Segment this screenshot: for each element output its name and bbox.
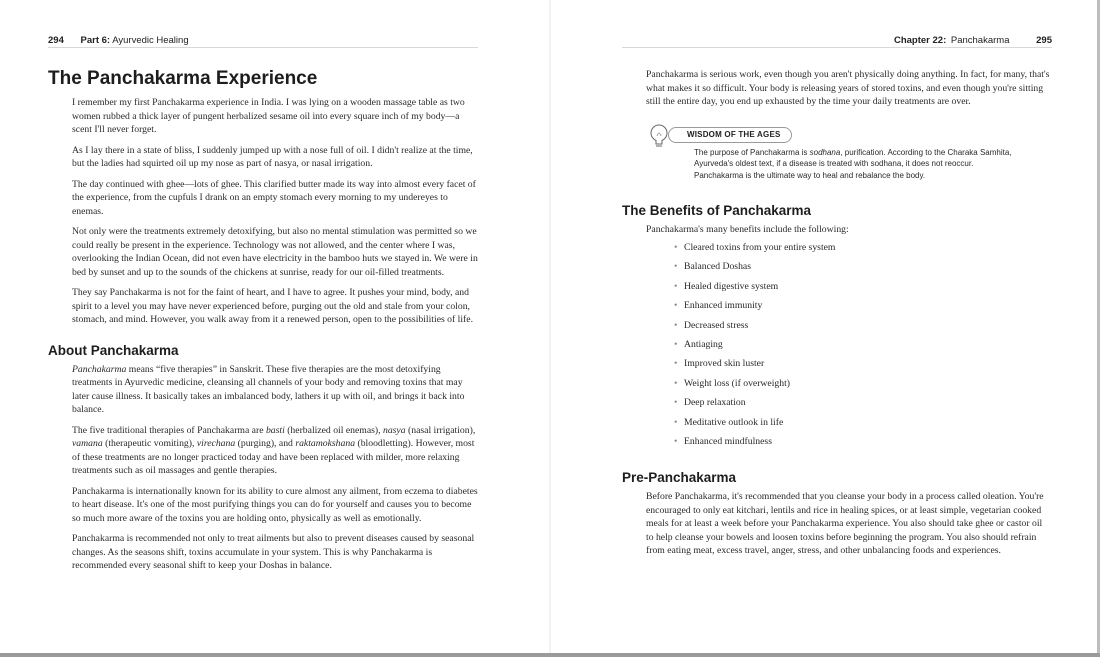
list-item: [674, 299, 1052, 313]
list-item: [674, 280, 1052, 294]
list-item-text: Enhanced mindfulness: [684, 435, 772, 447]
part-label: Part 6:: [80, 35, 111, 46]
bullet-dot-icon: •: [674, 435, 678, 447]
paragraph: Panchakarma is internationally known for its ability to cure almost any ailment, from eczema to diabetes to heart disease. It's one of the most purifying things you can do for yourself and causes you to become so much more aware of the toxins you are holding onto, physically as well as emotionally.: [72, 485, 478, 524]
list-item: [674, 260, 1052, 274]
bullet-dot-icon: •: [674, 338, 678, 350]
list-item-text: Antiaging: [684, 338, 723, 350]
part-title: Ayurvedic Healing: [112, 35, 189, 46]
wisdom-text: The purpose of Panchakarma is: [694, 147, 810, 157]
right-page: [550, 0, 1100, 657]
list-item-text: Healed digestive system: [684, 280, 779, 292]
paragraph-text: The five traditional therapies of Panchakarma are: [72, 424, 266, 436]
right-content: [622, 68, 1052, 565]
paragraph: Not only were the treatments extremely detoxifying, but also no mental stimulation was permitted so we could really be present in the experience. Technology was not allowed, and the center where I was, overlooking the Indian Ocean, did not even have electricity in the bamboo huts we stayed in. We were in bed by sunset and up to the sounds of the chickens at sunrise, ready for our oil-filled treatments.: [72, 226, 478, 278]
section-heading-about: About Panchakarma: [48, 342, 179, 358]
bullet-dot-icon: •: [674, 377, 678, 389]
wisdom-label: WISDOM OF THE AGES: [668, 127, 792, 143]
list-item-text: Improved skin luster: [684, 358, 765, 370]
paragraph: Panchakarma is serious work, even though you aren't physically doing anything. In fact, for many, that's what makes it so difficult. Your body is releasing years of stored toxins, and even though you're sitting still the entire day, you end up exhausted by the time your daily treatments are over.: [646, 69, 1050, 107]
wisdom-text: , purification. According to the Charaka Samhita, Ayurveda's oldest text, if a disease is treated with sodhana, it does not reoccur. Panchakarma is the ultimate way to heal and rebalance the body.: [694, 147, 1012, 180]
section-heading-benefits: The Benefits of Panchakarma: [622, 202, 812, 218]
paragraph: Before Panchakarma, it's recommended that you cleanse your body in a process called oleation. You're encouraged to only eat kitchari, lentils and rice in healing spices, or at least simple, vegetarian cooked meals for at least a week before your Panchakarma experience. You also should take ghee or castor oil to help cleanse your bowels and loosen toxins before beginning the program. You also should refrain from eating meat, excess travel, anger, stress, and other unbalancing foods and experiences.: [646, 491, 1044, 557]
bullet-dot-icon: •: [674, 416, 678, 428]
list-item: [674, 319, 1052, 333]
list-item-text: Decreased stress: [684, 319, 749, 331]
paragraph-text: (bloodletting). However, most of these treatments are no longer practiced today and have been replaced with milder, more relaxing treatments such as oil massages and gentle therapies.: [72, 438, 475, 476]
paragraph: The day continued with ghee—lots of ghee. This clarified butter made its way into almost every facet of the experience, from the cupfuls I drank on an empty stomach every morning to my undereyes to enemas.: [72, 178, 476, 217]
paragraph: They say Panchakarma is not for the faint of heart, and I have to agree. It pushes your mind, body, and spirit to a level you may have never experienced before, purging out the old and stale from your colon, stomach, and mind. However, you walk away from it a renewed person, open to the possibilities of life.: [72, 287, 474, 325]
paragraph: Panchakarma's many benefits include the following:: [646, 223, 849, 235]
bullet-dot-icon: •: [674, 319, 678, 331]
term-raktamokshana: raktamokshana: [295, 438, 356, 449]
list-item-text: Weight loss (if overweight): [684, 377, 791, 389]
term-panchakarma: Panchakarma: [72, 363, 127, 375]
list-item: [674, 396, 1052, 410]
term-sodhana: sodhana: [809, 147, 841, 157]
paragraph-text: (nasal irrigation),: [405, 424, 476, 436]
bullet-dot-icon: •: [674, 242, 678, 253]
left-content: [48, 68, 478, 580]
list-item-text: Cleared toxins from your entire system: [684, 242, 836, 253]
running-head-rule-left: [48, 47, 478, 48]
paragraph: I remember my first Panchakarma experience in India. I was lying on a wooden massage table as two women rubbed a thick layer of pungent herbalized sesame oil into every square inch of my body—a scent I'll never forget.: [72, 97, 465, 135]
paragraph-text: (purging), and: [235, 438, 296, 449]
paragraph: [72, 424, 478, 478]
page-edge-bottom: [0, 653, 1100, 657]
bullet-dot-icon: •: [674, 261, 678, 273]
bullet-dot-icon: •: [674, 358, 678, 370]
paragraph-text: (herbalized oil enemas),: [284, 424, 383, 436]
wisdom-sidebar: [646, 123, 1052, 183]
term-basti: basti: [265, 424, 285, 436]
bullet-dot-icon: •: [674, 397, 678, 409]
paragraph: Panchakarma is recommended not only to treat ailments but also to prevent diseases caused by seasonal changes. As the seasons shift, toxins accumulate in your system. This is why Panchakarma is recommended every seasonal shift to keep your Doshas in balance.: [72, 533, 475, 571]
term-virechana: virechana: [196, 438, 236, 449]
paragraph: [72, 363, 478, 417]
page-number-right: 295: [1036, 35, 1052, 46]
list-item-text: Deep relaxation: [684, 397, 746, 409]
section-heading-pre: Pre-Panchakarma: [622, 470, 737, 486]
chapter-title: Panchakarma: [950, 35, 1010, 46]
list-item-text: Balanced Doshas: [684, 261, 751, 273]
wisdom-body: [694, 147, 1024, 182]
paragraph: As I lay there in a state of bliss, I suddenly jumped up with a nose full of oil. I didn't realize at the time, but the ladies had squirted oil up my nose as part of nasya, or nasal irrigation.: [72, 144, 473, 169]
lightbulb-icon: [648, 123, 672, 151]
list-item-text: Enhanced immunity: [684, 300, 763, 312]
list-item: [674, 416, 1052, 430]
list-item: [674, 241, 1052, 255]
term-nasya: nasya: [382, 424, 406, 436]
bullet-dot-icon: •: [674, 280, 678, 292]
term-vamana: vamana: [72, 438, 103, 449]
benefits-list: [674, 241, 1052, 448]
list-item: [674, 377, 1052, 391]
paragraph-text: (therapeutic vomiting),: [102, 438, 197, 449]
section-heading-experience: The Panchakarma Experience: [48, 68, 318, 89]
running-head-rule-right: [622, 47, 1052, 48]
chapter-label: Chapter 22:: [893, 35, 947, 46]
paragraph-text: means “five therapies” in Sanskrit. These five therapies are the most detoxifying treatments in Ayurvedic medicine, cleansing all channels of your body and removing toxins that may later cause illness. It basically takes an imbalanced body, lathers it up with oil, and brings it back into balance.: [72, 363, 465, 415]
list-item: [674, 338, 1052, 352]
page-gutter: [549, 0, 551, 657]
list-item: [674, 357, 1052, 371]
list-item-text: Meditative outlook in life: [684, 416, 784, 428]
page-number-left: 294: [48, 35, 64, 46]
list-item: [674, 435, 1052, 449]
bullet-dot-icon: •: [674, 300, 678, 312]
